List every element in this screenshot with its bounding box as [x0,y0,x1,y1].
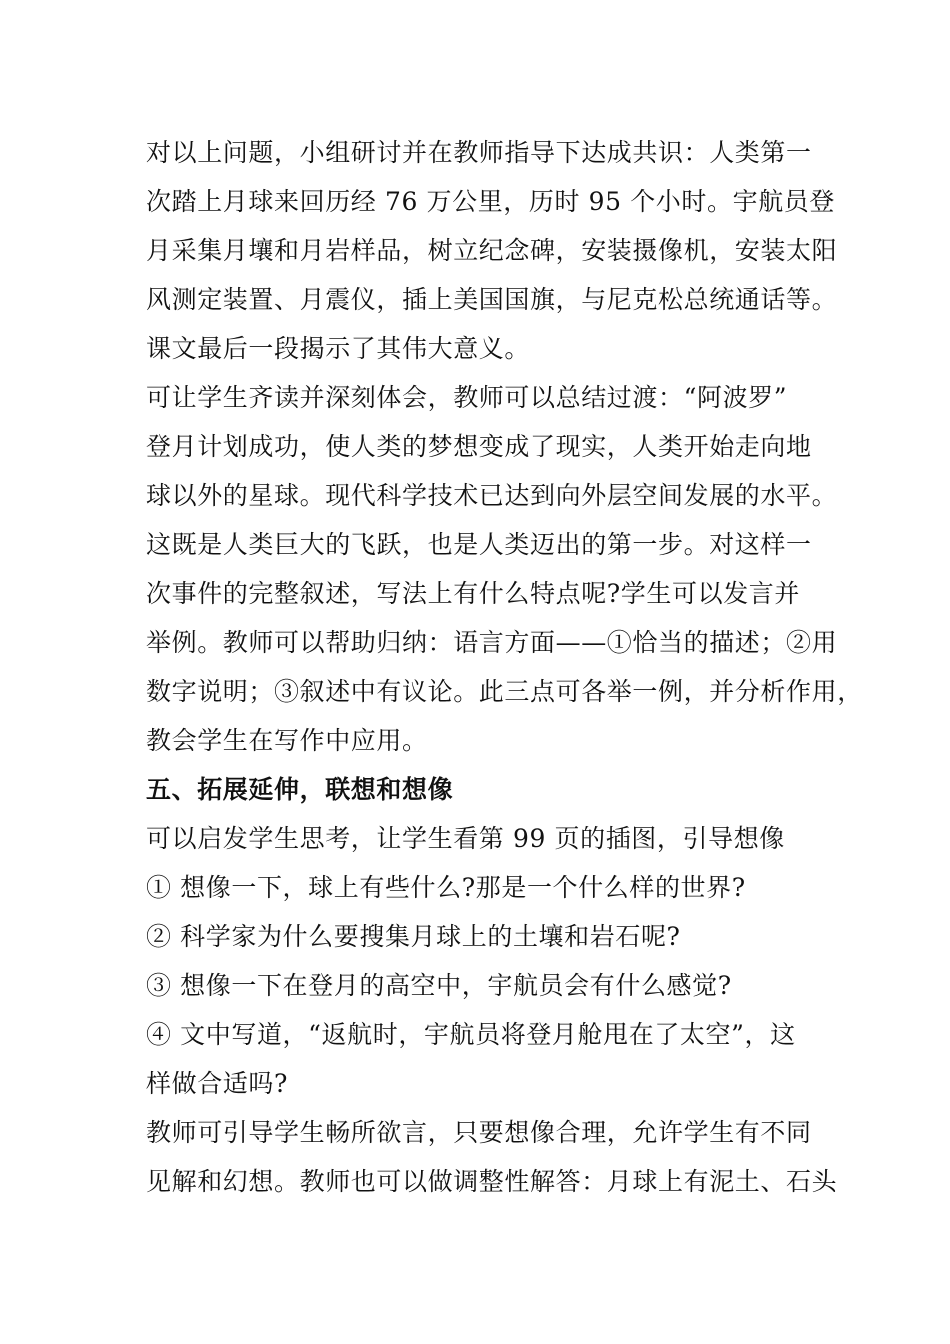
paragraph-line: 课文最后一段揭示了其伟大意义。 [146,334,531,363]
paragraph-line: 登月计划成功，使人类的梦想变成了现实，人类开始走向地 [146,432,812,461]
list-item: ③ 想像一下在登月的高空中，宇航员会有什么感觉? [146,971,732,1000]
paragraph-line: 教会学生在写作中应用。 [146,726,428,755]
paragraph-line: 次事件的完整叙述，写法上有什么特点呢?学生可以发言并 [146,579,801,608]
list-item: ④ 文中写道，“返航时，宇航员将登月舱甩在了太空”，这 [146,1020,796,1049]
paragraph-line: 次踏上月球来回历经 76 万公里，历时 95 个小时。宇航员登 [146,187,836,216]
paragraph-line: 见解和幻想。教师也可以做调整性解答：月球上有泥土、石头 [146,1167,838,1196]
paragraph-line: 数字说明；③叙述中有议论。此三点可各举一例，并分析作用， [146,677,863,706]
paragraph-line: 可以启发学生思考，让学生看第 99 页的插图，引导想像 [146,824,785,853]
document-page [146,128,863,1206]
paragraph-line: 可让学生齐读并深刻体会，教师可以总结过渡：“阿波罗” [146,383,788,412]
paragraph-line: 教师可引导学生畅所欲言，只要想像合理，允许学生有不同 [146,1118,812,1147]
paragraph-line: 举例。教师可以帮助归纳：语言方面——①恰当的描述；②用 [146,628,838,657]
list-item: ① 想像一下，球上有些什么?那是一个什么样的世界? [146,873,746,902]
section-heading: 五、拓展延伸，联想和想像 [146,775,454,804]
paragraph-line: 风测定装置、月震仪，插上美国国旗，与尼克松总统通话等。 [146,285,838,314]
list-item-continuation: 样做合适吗? [146,1069,289,1098]
paragraph-line: 这既是人类巨大的飞跃，也是人类迈出的第一步。对这样一 [146,530,812,559]
list-item: ② 科学家为什么要搜集月球上的土壤和岩石呢? [146,922,681,951]
paragraph-line: 月采集月壤和月岩样品，树立纪念碑，安装摄像机，安装太阳 [146,236,838,265]
paragraph-line: 球以外的星球。现代科学技术已达到向外层空间发展的水平。 [146,481,838,510]
paragraph-line: 对以上问题，小组研讨并在教师指导下达成共识：人类第一 [146,138,812,167]
